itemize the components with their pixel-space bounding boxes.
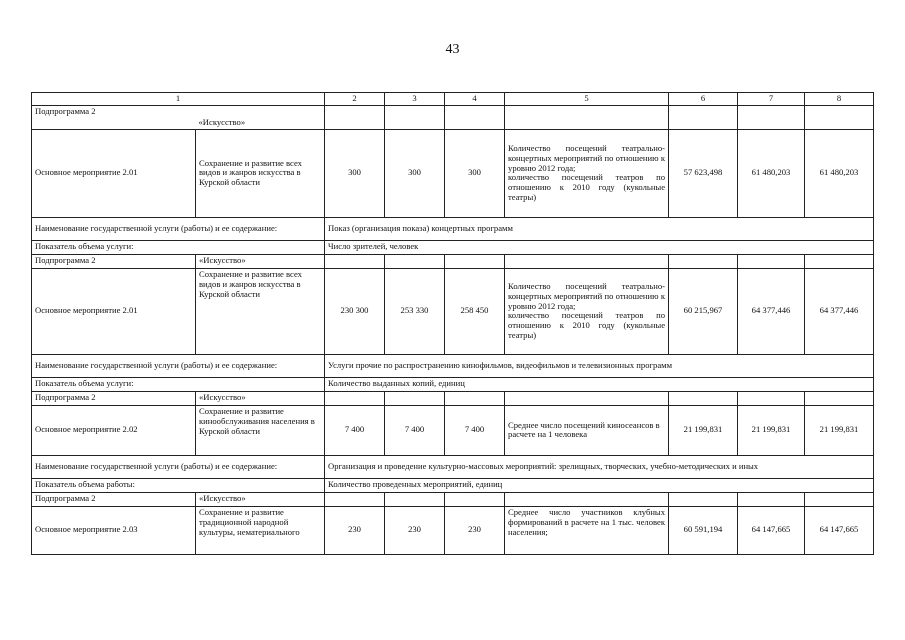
- page-number: 43: [445, 42, 460, 57]
- col-header-3: 3: [385, 93, 445, 106]
- measure-name: Основное мероприятие 2.01: [32, 268, 196, 354]
- indicator-text: [505, 506, 669, 554]
- value-col-3: 7 400: [385, 405, 445, 455]
- subprogram-row: [32, 492, 874, 506]
- value-col-8: 61 480,203: [805, 129, 874, 217]
- measure-description: Сохранение и развитие традиционной народной культуры, нематериального: [196, 506, 325, 554]
- col-header-8: 8: [805, 93, 874, 106]
- column-number-row: [32, 93, 874, 106]
- measure-name: Основное мероприятие 2.01: [32, 129, 196, 217]
- subprogram-row: [32, 105, 874, 129]
- indicator-line: количество посещений театров по отношению к 2010 году (кукольные театры): [508, 172, 666, 203]
- measure-description: Сохранение и развитие всех видов и жанров искусства в Курской области: [196, 129, 325, 217]
- indicator-text: [505, 129, 669, 217]
- measure-row: [32, 129, 874, 217]
- value-col-6: 60 215,967: [669, 268, 738, 354]
- value-col-8: 64 377,446: [805, 268, 874, 354]
- subprogram-name: «Искусство»: [196, 492, 325, 506]
- service-label: Наименование государственной услуги (работы) и ее содержание:: [32, 217, 325, 240]
- service-value: Организация и проведение культурно-массовых мероприятий: зрелищных, творческих, учебно-методических и иных: [325, 455, 874, 478]
- value-col-8: 64 147,665: [805, 506, 874, 554]
- value-col-3: 230: [385, 506, 445, 554]
- col-header-7: 7: [738, 93, 805, 106]
- value-col-7: 64 377,446: [738, 268, 805, 354]
- indicator-line: Среднее число участников клубных формирований в расчете на 1 тыс. человек населения;: [508, 506, 666, 537]
- value-col-6: 60 591,194: [669, 506, 738, 554]
- volume-value: Количество проведенных мероприятий, единиц: [325, 478, 874, 492]
- measure-row: [32, 405, 874, 455]
- col-header-6: 6: [669, 93, 738, 106]
- measure-row: [32, 268, 874, 354]
- value-col-4: 300: [445, 129, 505, 217]
- subprogram-label: Подпрограмма 2: [32, 492, 196, 506]
- measure-name: Основное мероприятие 2.03: [32, 506, 196, 554]
- subprogram-label: Подпрограмма 2: [32, 254, 196, 268]
- value-col-2: 7 400: [325, 405, 385, 455]
- value-col-4: 7 400: [445, 405, 505, 455]
- value-col-3: 300: [385, 129, 445, 217]
- volume-row: [32, 478, 874, 492]
- subprogram-label: Подпрограмма 2: [32, 105, 196, 129]
- volume-value: Количество выданных копий, единиц: [325, 377, 874, 391]
- value-col-7: 64 147,665: [738, 506, 805, 554]
- value-col-4: 230: [445, 506, 505, 554]
- indicator-line: Среднее число посещений киносеансов в расчете на 1 человека: [508, 419, 660, 440]
- measure-description: Сохранение и развитие всех видов и жанров искусства в Курской области: [196, 268, 325, 354]
- value-col-2: 300: [325, 129, 385, 217]
- value-col-2: 230: [325, 506, 385, 554]
- measure-row: [32, 506, 874, 554]
- service-row: [32, 455, 874, 478]
- subprogram-label: Подпрограмма 2: [32, 391, 196, 405]
- value-col-6: 21 199,831: [669, 405, 738, 455]
- service-row: [32, 354, 874, 377]
- subprogram-row: [32, 254, 874, 268]
- volume-row: [32, 377, 874, 391]
- subprogram-name: «Искусство»: [196, 391, 325, 405]
- subprogram-name: «Искусство»: [196, 254, 325, 268]
- value-col-6: 57 623,498: [669, 129, 738, 217]
- measure-description: Сохранение и развитие кинообслуживания населения в Курской области: [196, 405, 325, 455]
- indicator-line: Количество посещений театрально-концертных мероприятий по отношению к уровню 2012 года;: [508, 142, 666, 173]
- col-header-4: 4: [445, 93, 505, 106]
- indicator-line: Количество посещений театрально-концертных мероприятий по отношению к уровню 2012 года;: [508, 280, 666, 311]
- volume-label: Показатель объема услуги:: [32, 240, 325, 254]
- volume-label: Показатель объема работы:: [32, 478, 325, 492]
- service-row: [32, 217, 874, 240]
- value-col-7: 61 480,203: [738, 129, 805, 217]
- indicator-text: [505, 268, 669, 354]
- value-col-8: 21 199,831: [805, 405, 874, 455]
- indicator-line: количество посещений театров по отношению к 2010 году (кукольные театры): [508, 310, 666, 341]
- col-header-2: 2: [325, 93, 385, 106]
- service-value: Услуги прочие по распространению кинофильмов, видеофильмов и телевизионных программ: [325, 354, 874, 377]
- value-col-2: 230 300: [325, 268, 385, 354]
- service-value: Показ (организация показа) концертных программ: [325, 217, 874, 240]
- value-col-7: 21 199,831: [738, 405, 805, 455]
- volume-label: Показатель объема услуги:: [32, 377, 325, 391]
- value-col-3: 253 330: [385, 268, 445, 354]
- measure-name: Основное мероприятие 2.02: [32, 405, 196, 455]
- service-label: Наименование государственной услуги (работы) и ее содержание:: [32, 455, 325, 478]
- indicator-text: [505, 405, 669, 455]
- volume-value: Число зрителей, человек: [325, 240, 874, 254]
- volume-row: [32, 240, 874, 254]
- value-col-4: 258 450: [445, 268, 505, 354]
- col-header-1: 1: [32, 93, 325, 106]
- subprogram-name: «Искусство»: [196, 105, 325, 129]
- service-label: Наименование государственной услуги (работы) и ее содержание:: [32, 354, 325, 377]
- subprogram-row: [32, 391, 874, 405]
- budget-table: [31, 92, 874, 555]
- col-header-5: 5: [505, 93, 669, 106]
